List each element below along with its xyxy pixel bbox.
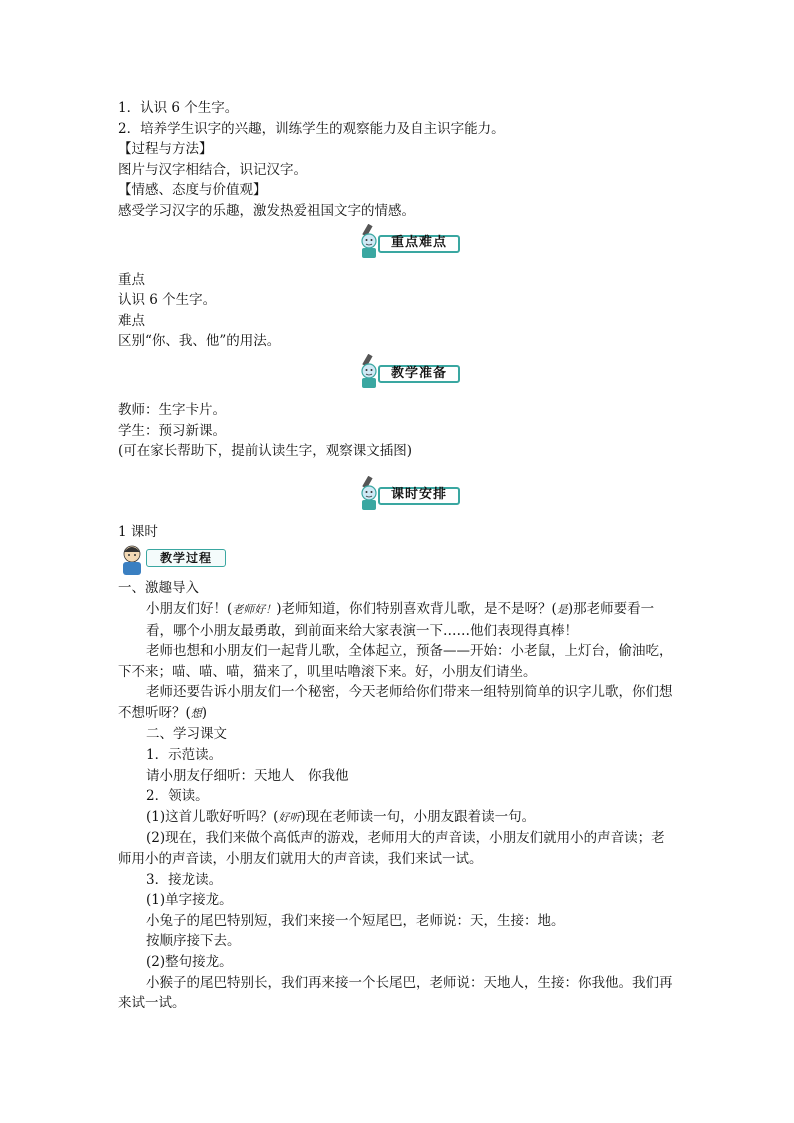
step-2-1: (1)这首儿歌好听吗？(好听)现在老师读一句，小朋友跟着读一句。 [146,808,536,825]
prep-student: 学生：预习新课。 [118,422,226,439]
step-1: 1．示范读。 [146,747,223,764]
student-reply: 是 [556,602,568,616]
banner-schedule [118,478,678,518]
step-3: 3．接龙读。 [146,871,223,888]
prep-note: (可在家长帮助下，提前认读生字，观察课文插图) [118,443,413,460]
student-reply: 想 [190,706,202,720]
step-3-2-text: 小猴子的尾巴特别长，我们再来接一个长尾巴，老师说：天地人，生接：你我他。我们再来试一试。 [118,974,673,1012]
difficulty-text: 区别“你、我、他”的用法。 [118,333,281,350]
step-3-2: (2)整句接龙。 [146,954,233,970]
emotion-values-text: 感受学习汉字的乐趣，激发热爱祖国文字的情感。 [118,202,415,219]
step-2: 2．领读。 [146,788,209,805]
process-method-text: 图片与汉字相结合，识记汉字。 [118,161,307,178]
heading-process-method: 【过程与方法】 [118,141,213,158]
student-reply: 老师好！ [232,602,277,616]
step-3-1-next: 按顺序接下去。 [146,933,241,950]
document-page [118,98,678,1014]
banner-teaching-process [118,544,678,578]
section-heading-2: 二、学习课文 [146,726,227,743]
banner-title: 教学准备 [390,365,447,381]
student-mascot-icon [118,544,148,576]
banner-title: 教学过程 [159,551,212,566]
paragraph-intro-2: 老师也想和小朋友们一起背儿歌，全体起立，预备——开始：小老鼠，上灯台，偷油吃，下不来；喵、喵、喵，猫来了，叽里咕噜滚下来。好，小朋友们请坐。 [118,643,673,680]
objective-2: 2．培养学生识字的兴趣，训练学生的观察能力及自主识字能力。 [118,120,505,137]
banner-title: 课时安排 [390,487,447,503]
step-1-text: 请小朋友仔细听：天地人 你我他 [146,767,349,784]
difficulty-label: 难点 [118,312,145,329]
section-heading-1: 一、激趣导入 [118,580,199,597]
class-hours: 1 课时 [118,523,158,540]
key-text: 认识 6 个生字。 [118,292,217,309]
objective-1: 1．认识 6 个生字。 [118,100,239,116]
paragraph-intro-3: 老师还要告诉小朋友们一个秘密，今天老师给你们带来一组特别简单的识字儿歌，你们想不想听呀？(想) [118,684,673,721]
paragraph-intro-1: 小朋友们好！(老师好！)老师知道，你们特别喜欢背儿歌，是不是呀？(是)那老师要看一看，哪个小朋友最勇敢，到前面来给大家表演一下……他们表现得真棒！ [146,600,655,639]
key-label: 重点 [118,271,145,288]
prep-teacher: 教师：生字卡片。 [118,401,226,418]
step-2-2: (2)现在，我们来做个高低声的游戏，老师用大的声音读，小朋友们就用小的声音读；老师用小的声音读，小朋友们就用大的声音读，我们来试一试。 [118,830,665,868]
step-3-1: (1)单字接龙。 [146,892,233,909]
banner-key-points [118,226,678,266]
step-3-1-text: 小兔子的尾巴特别短，我们来接一个短尾巴，老师说：天，生接：地。 [146,912,565,929]
banner-title: 重点难点 [390,235,447,251]
student-reply: 好听 [278,810,301,824]
heading-emotion-values: 【情感、态度与价值观】 [118,182,267,199]
banner-preparation [118,356,678,396]
